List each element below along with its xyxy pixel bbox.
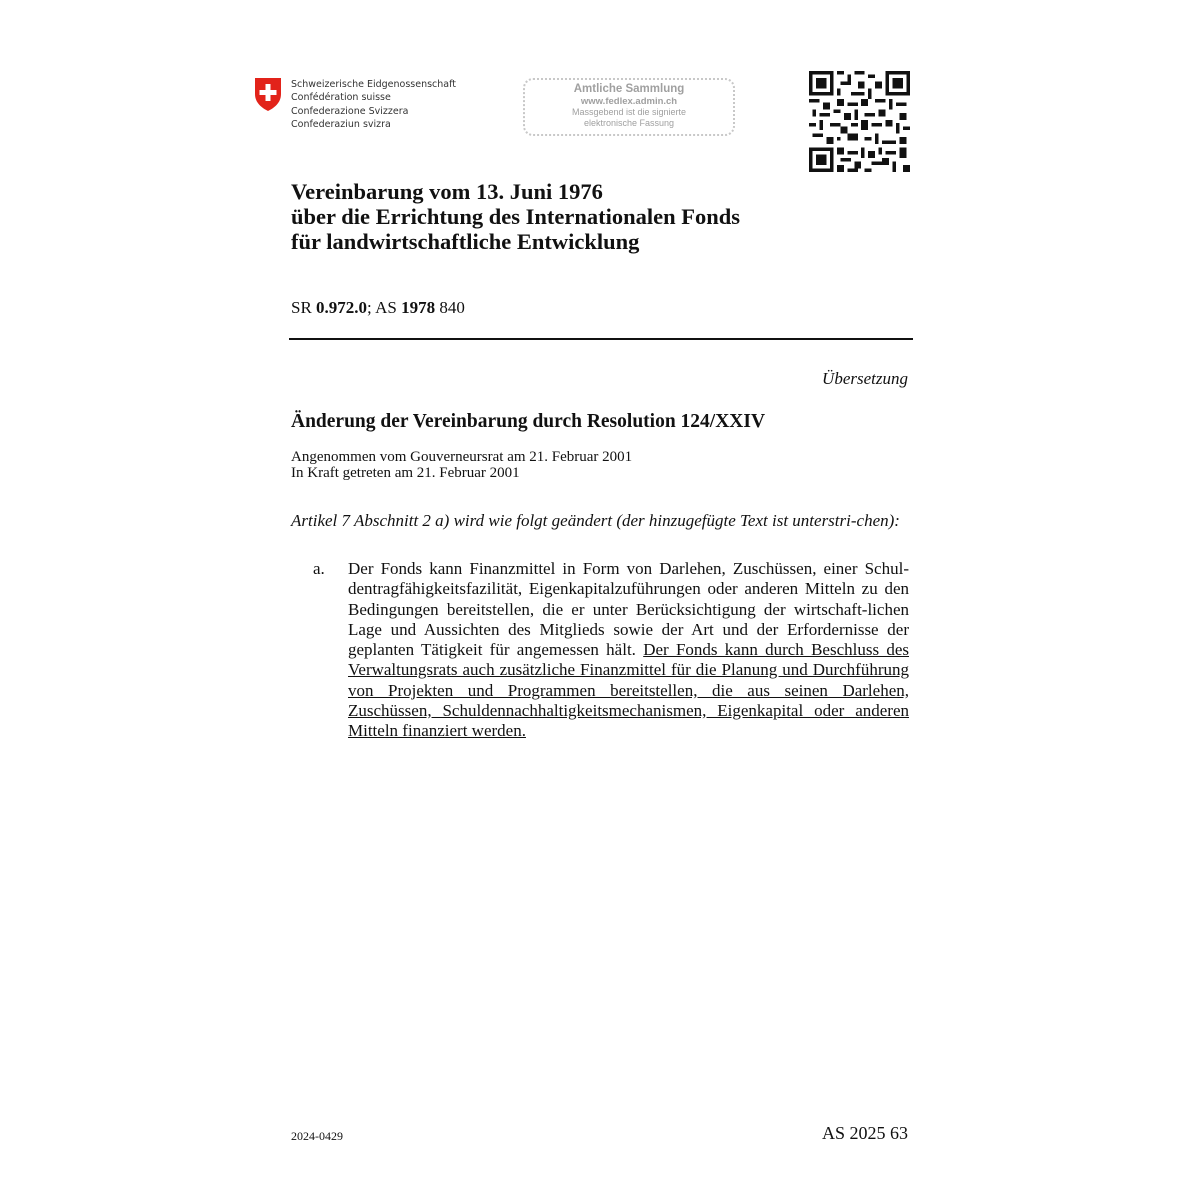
stamp-url[interactable]: www.fedlex.admin.ch (580, 96, 678, 107)
as-prefix: ; AS (367, 298, 402, 317)
official-collection-stamp (523, 78, 735, 136)
adoption-dates (291, 449, 632, 481)
sr-prefix: SR (291, 298, 317, 317)
item-body (348, 559, 909, 742)
title-line-1: Vereinbarung vom 13. Juni 1976 (291, 179, 603, 204)
sr-reference (291, 298, 465, 318)
title-line-3: für landwirtschaftliche Entwicklung (291, 229, 640, 254)
as-reference: AS 2025 63 (821, 1123, 908, 1143)
item-text: Der Fonds kann Finanzmittel in Form von Darlehen, Zuschüssen, einer Schul-dentragfähigkeitsfazilität, Eigenkapitalzuführungen oder anderen Mitteln zu den Bedingungen bereitstellen, die er unter Berücksichtigung der wirtschaft-lichen Lage und Aussichten des Mitglieds sowie der Art und der Erfordernisse der geplanten Tätigkeit für angemessen hält. (348, 559, 909, 660)
as-page: 840 (435, 298, 465, 317)
amendment-item (291, 559, 909, 742)
item-added-text: Der Fonds kann durch Beschluss des Verwaltungsrats auch zusätzliche Finanzmittel für die Planung und Durchführung von Projekten und Programmen bereitstellen, die aus seinen Darlehen, Zuschüssen, Schuldennachhaltigkeitsmechanismen, Eigenkapital oder anderen Mitteln finanziert werden. (348, 640, 909, 741)
confederation-name-rm: Confederaziun svizra (291, 119, 391, 131)
translation-note: Übersetzung (822, 369, 908, 388)
confederation-names (291, 78, 456, 132)
in-force-date: In Kraft getreten am 21. Februar 2001 (291, 465, 520, 481)
section-heading: Änderung der Vereinbarung durch Resolution 124/XXIV (291, 411, 766, 432)
stamp-note-line1: Massgebend ist die signierte (571, 107, 687, 117)
confederation-name-fr: Confédération suisse (291, 92, 391, 104)
confederation-name-de: Schweizerische Eidgenossenschaft (291, 79, 457, 90)
document-id: 2024-0429 (291, 1129, 343, 1143)
sr-number: 0.972.0 (316, 298, 368, 317)
qr-code-icon[interactable] (809, 71, 910, 172)
item-marker: a. (313, 559, 325, 578)
stamp-title: Amtliche Sammlung (573, 83, 685, 95)
document-title (291, 179, 740, 254)
amendment-intro: Artikel 7 Abschnitt 2 a) wird wie folgt geändert (der hinzugefügte Text ist unterstri-chen): (291, 511, 900, 530)
stamp-note-line2: elektronische Fassung (583, 118, 675, 128)
swiss-coat-of-arms-icon (253, 76, 283, 112)
confederation-name-it: Confederazione Svizzera (291, 105, 409, 117)
title-line-2: über die Errichtung des Internationalen Fonds (291, 204, 741, 229)
title-divider (289, 338, 913, 340)
as-year: 1978 (401, 298, 436, 317)
adopted-date: Angenommen vom Gouverneursrat am 21. Februar 2001 (291, 449, 633, 465)
